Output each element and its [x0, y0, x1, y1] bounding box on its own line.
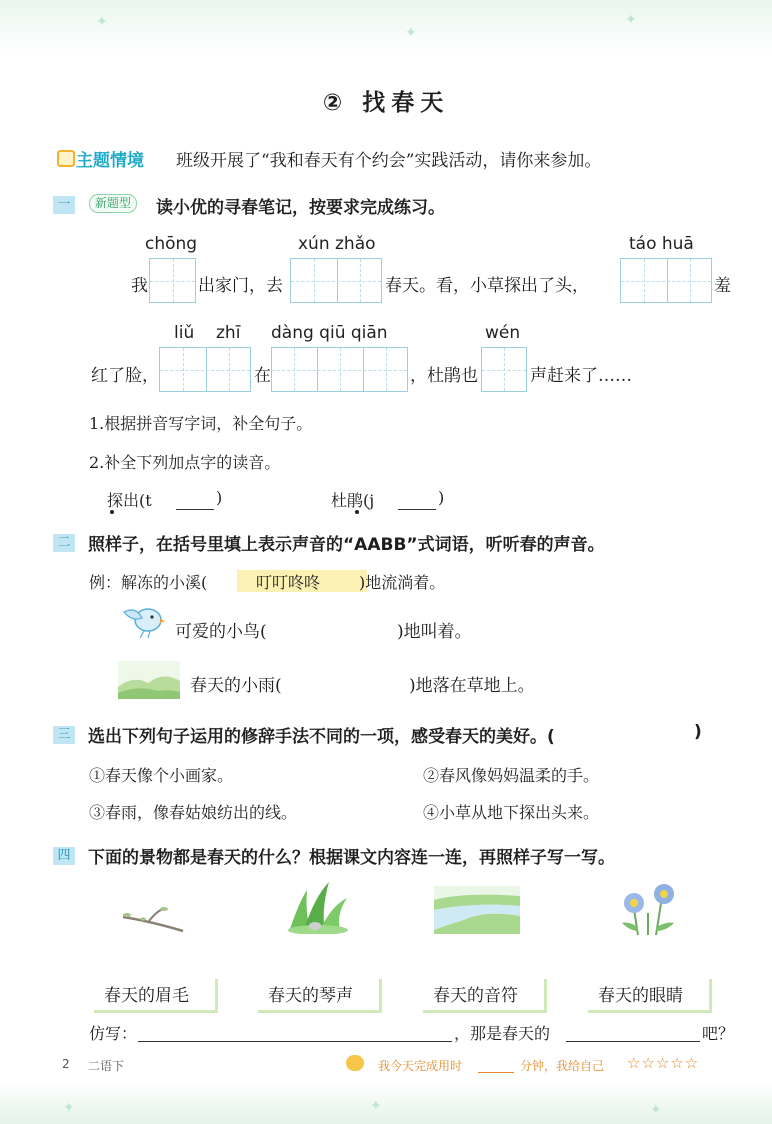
section-heading: 读小优的寻春笔记，按要求完成练习。 — [156, 198, 445, 218]
grass-icon — [285, 880, 351, 934]
reading-item: ) — [438, 488, 445, 507]
star-icon: ✦ — [625, 12, 637, 28]
book-label: 二语下 — [88, 1059, 125, 1073]
section-number: 四 — [53, 847, 75, 865]
imitate-text: ，那是春天的 — [454, 1024, 551, 1043]
answer-box[interactable] — [159, 347, 251, 392]
theme-tag: 主题情境 — [76, 151, 144, 171]
dot-mark — [110, 510, 114, 514]
pinyin: zhī — [216, 323, 241, 343]
imitate-text: 吧？ — [702, 1024, 735, 1043]
star-icon: ✦ — [650, 1102, 662, 1118]
sentence-text: 出家门，去 — [198, 276, 283, 296]
example-answer: 叮叮咚咚 — [256, 573, 321, 592]
star-icon: ✦ — [370, 1098, 382, 1114]
answer-box[interactable] — [290, 258, 382, 303]
sentence-text: 红了脸， — [91, 366, 159, 386]
example-text: )地流淌着。 — [359, 573, 446, 592]
top-decoration — [0, 0, 772, 55]
sentence-text: 声赶来了…… — [530, 366, 632, 386]
item-text: )地落在草地上。 — [409, 676, 535, 696]
sentence-text: 我 — [131, 276, 148, 296]
new-type-badge: 新题型 — [89, 194, 137, 213]
star-icon: ✦ — [63, 1100, 75, 1116]
pinyin: wén — [485, 323, 521, 343]
section-heading: 选出下列句子运用的修辞手法不同的一项，感受春天的美好。( — [88, 727, 555, 747]
sentence-text: 在 — [254, 366, 271, 386]
answer-line[interactable] — [566, 1040, 700, 1042]
fox-icon — [346, 1055, 364, 1071]
page-number: 2 — [62, 1057, 70, 1071]
star-icon: ✦ — [405, 25, 417, 41]
pinyin: chōng — [145, 234, 198, 254]
option[interactable]: ①春天像个小画家。 — [89, 766, 234, 785]
section-heading: 照样子，在括号里填上表示声音的“AABB”式词语，听听春的声音。 — [88, 535, 605, 555]
time-input[interactable] — [478, 1071, 514, 1073]
matching-card[interactable]: 春天的眼睛 — [588, 979, 712, 1013]
reading-item: ) — [216, 488, 223, 507]
willow-branch-icon — [119, 903, 187, 935]
star-icon: ✦ — [96, 14, 108, 30]
reading-item: 杜鹃(j — [331, 491, 375, 510]
sentence-text: 春天。看，小草探出了头， — [385, 276, 589, 296]
option[interactable]: ④小草从地下探出头来。 — [423, 803, 600, 822]
option[interactable]: ②春风像妈妈温柔的手。 — [423, 766, 600, 785]
section-number: 二 — [53, 534, 75, 552]
page-title: ② 找春天 — [322, 90, 450, 116]
question: 1.根据拼音写字词，补全句子。 — [89, 414, 313, 433]
dot-mark — [355, 510, 359, 514]
flowers-icon — [614, 883, 684, 937]
pinyin: táo huā — [629, 234, 694, 254]
self-check-text: 分钟，我给自己 — [520, 1059, 605, 1073]
matching-card[interactable]: 春天的眉毛 — [94, 979, 218, 1013]
example-text: 例：解冻的小溪( — [89, 573, 208, 592]
answer-box[interactable] — [271, 347, 408, 392]
matching-card[interactable]: 春天的琴声 — [258, 979, 382, 1013]
theme-text: 班级开展了“我和春天有个约会”实践活动，请你来参加。 — [176, 151, 602, 171]
answer-line[interactable] — [176, 508, 214, 510]
section-number: 三 — [53, 726, 75, 744]
answer-box[interactable] — [620, 258, 712, 303]
question: 2.补全下列加点字的读音。 — [89, 453, 281, 472]
reading-item: 探出(t — [107, 491, 152, 510]
self-check-text: 我今天完成用时 — [378, 1059, 463, 1073]
answer-line[interactable] — [138, 1040, 452, 1042]
answer-box[interactable] — [149, 258, 196, 303]
item-text: 可爱的小鸟( — [175, 622, 267, 642]
pinyin: xún zhǎo — [298, 234, 376, 254]
answer-box[interactable] — [481, 347, 527, 392]
section-heading: 下面的景物都是春天的什么？根据课文内容连一连，再照样子写一写。 — [88, 848, 615, 868]
sentence-text: 羞 — [714, 276, 731, 296]
bird-icon — [118, 602, 166, 640]
imitate-text: 仿写： — [89, 1024, 138, 1043]
spring-rain-icon — [118, 661, 180, 699]
pinyin: dàng qiū qiān — [271, 323, 388, 343]
theme-icon — [57, 150, 75, 167]
rating-stars[interactable]: ☆☆☆☆☆ — [627, 1054, 700, 1072]
matching-card[interactable]: 春天的音符 — [423, 979, 547, 1013]
stream-icon — [434, 886, 520, 934]
item-text: 春天的小雨( — [190, 676, 282, 696]
answer-line[interactable] — [398, 508, 436, 510]
item-text: )地叫着。 — [397, 622, 472, 642]
pinyin: liǔ — [174, 323, 195, 343]
sentence-text: ，杜鹃也 — [410, 366, 478, 386]
section-heading: ) — [694, 722, 702, 742]
section-number: 一 — [53, 196, 75, 214]
option[interactable]: ③春雨，像春姑娘纺出的线。 — [89, 803, 298, 822]
